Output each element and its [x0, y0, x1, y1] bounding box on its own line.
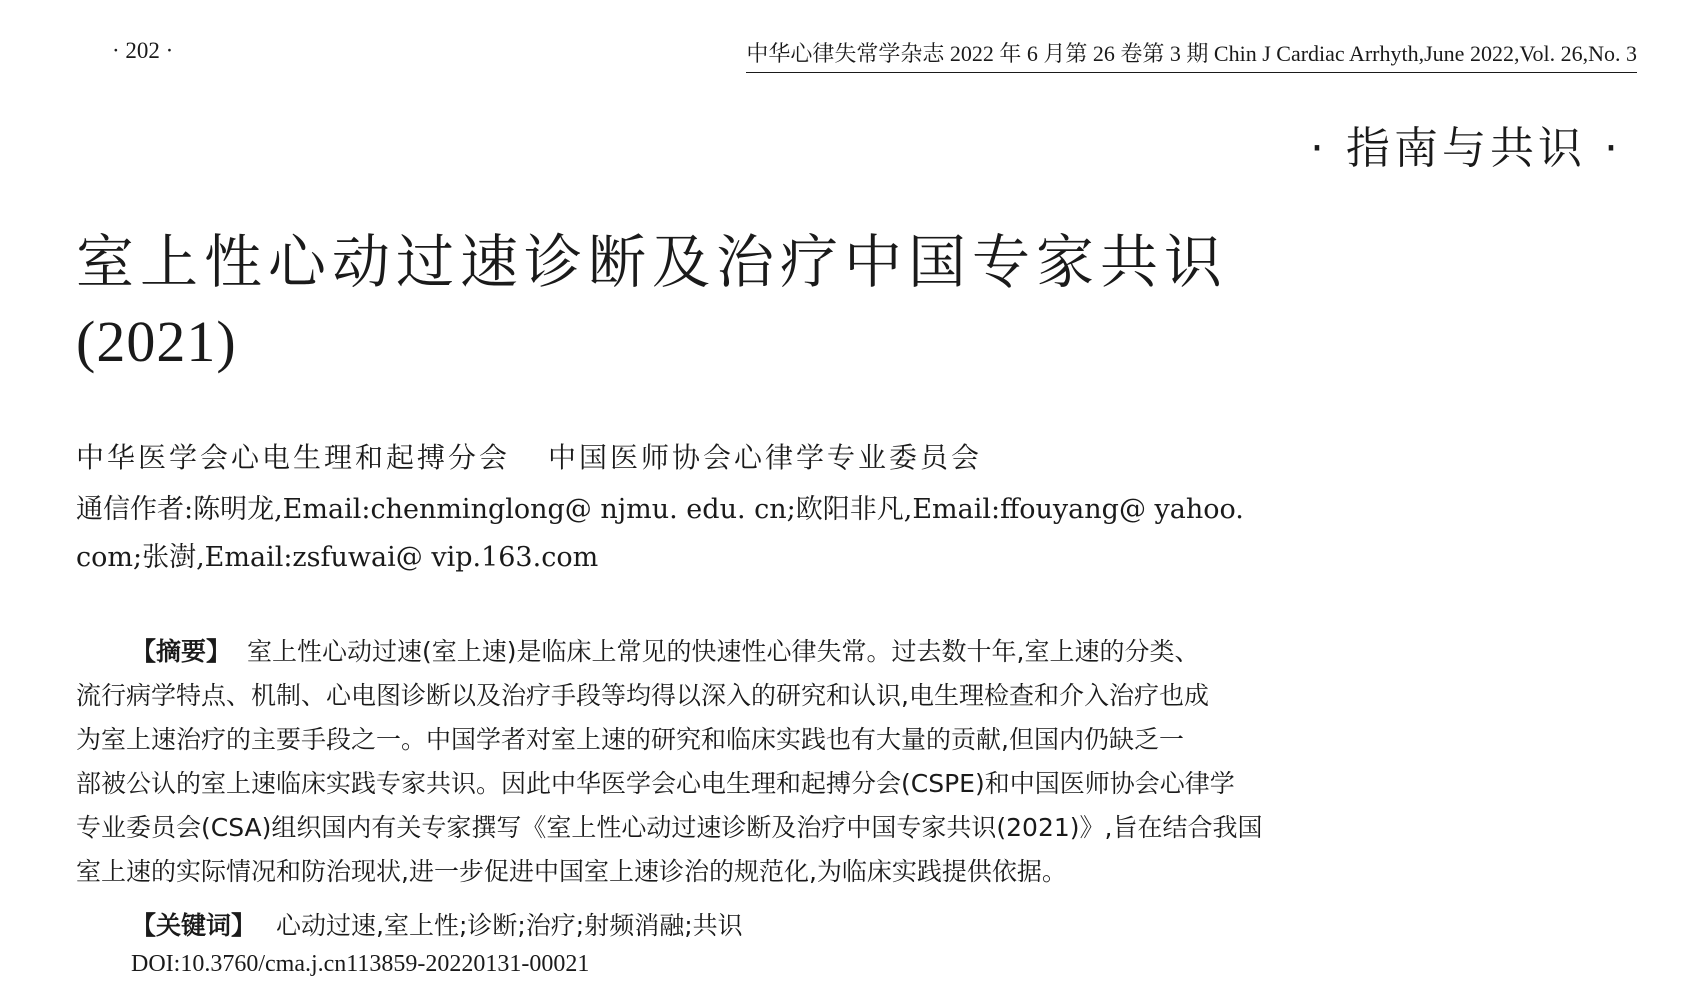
abstract-line: 室上速的实际情况和防治现状,进一步促进中国室上速诊治的规范化,为临床实践提供依据。	[76, 857, 1067, 886]
doi[interactable]: DOI:10.3760/cma.j.cn113859-20220131-00021	[131, 951, 590, 977]
correspondence-line-2: com;张澍,Email:zsfuwai@ vip.163.com	[76, 542, 599, 573]
abstract-line: 部被公认的室上速临床实践专家共识。因此中华医学会心电生理和起搏分会(CSPE)和中国医师协会心律学	[76, 769, 1235, 798]
keywords-label: 【关键词】	[131, 911, 257, 940]
keywords	[131, 906, 743, 942]
title-main: 室上性心动过速诊断及治疗中国专家共识	[76, 228, 1229, 296]
abstract-line	[76, 630, 1366, 674]
running-header: 中华心律失常学杂志 2022 年 6 月第 26 卷第 3 期 Chin J Cardiac Arrhyth,June 2022,Vol. 26,No. 3	[746, 37, 1637, 73]
abstract-line: 为室上速治疗的主要手段之一。中国学者对室上速的研究和临床实践也有大量的贡献,但国内仍缺乏一	[76, 725, 1184, 754]
correspondence-line-1: 通信作者:陈明龙,Email:chenminglong@ njmu. edu. cn;欧阳非凡,Email:ffouyang@ yahoo.	[76, 494, 1244, 525]
correspondence	[76, 486, 1366, 582]
author-org-2: 中国医师协会心律学专业委员会	[548, 441, 983, 474]
abstract-label: 【摘要】	[131, 637, 232, 666]
abstract-line: 流行病学特点、机制、心电图诊断以及治疗手段等均得以深入的研究和认识,电生理检查和介入治疗也成	[76, 681, 1209, 710]
authors	[76, 436, 982, 476]
section-label: · 指南与共识 ·	[1310, 123, 1622, 174]
abstract-line: 专业委员会(CSA)组织国内有关专家撰写《室上性心动过速诊断及治疗中国专家共识(2021)》,旨在结合我国	[76, 813, 1263, 842]
article-title	[76, 222, 1416, 382]
keywords-text: 心动过速,室上性;诊断;治疗;射频消融;共识	[276, 911, 743, 940]
page-number: · 202 ·	[112, 38, 174, 63]
author-org-1: 中华医学会心电生理和起搏分会	[76, 441, 511, 474]
abstract	[76, 630, 1366, 894]
abstract-line-1-text: 室上性心动过速(室上速)是临床上常见的快速性心律失常。过去数十年,室上速的分类、	[247, 637, 1200, 666]
title-year: (2021)	[76, 309, 237, 374]
